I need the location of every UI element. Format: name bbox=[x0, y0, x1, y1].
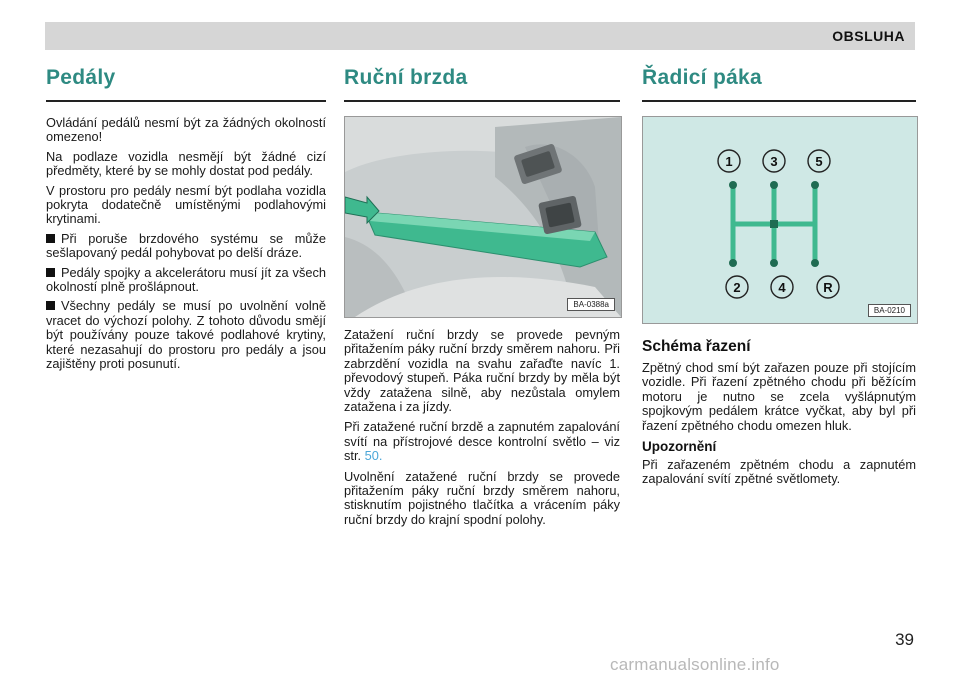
bullet-square-icon bbox=[46, 301, 55, 310]
section-title: OBSLUHA bbox=[832, 28, 905, 44]
page-number: 39 bbox=[895, 630, 914, 649]
gear-label-top: 3 bbox=[770, 154, 778, 169]
pedals-bullet-text: Všechny pedály se musí po uvolnění volně vracet do výchozí polohy. Z tohoto důvodu smějí být používány pouze takové podlahové krytiny, které nezasahují do prostoru pro pedály a jsou zajištěny proti posunutí. bbox=[46, 298, 326, 372]
watermark: carmanualsonline.info bbox=[610, 655, 780, 674]
note-heading: Upozornění bbox=[642, 439, 717, 455]
pedals-paragraph: V prostoru pro pedály nesmí být podlaha vozidla pokryta dodatečně umístěnými podlahovými krytinami. bbox=[46, 182, 326, 227]
handbrake-paragraph-text: Při zatažené ruční brzdě a zapnutém zapalování svítí na přístrojové desce kontrolní světlo – viz str. bbox=[344, 419, 620, 464]
handbrake-paragraph bbox=[344, 420, 620, 463]
note-text-block bbox=[642, 458, 916, 487]
pedals-heading: Pedály bbox=[46, 66, 326, 102]
shift-pattern-figure bbox=[642, 116, 918, 324]
page-reference-link[interactable]: 50. bbox=[364, 448, 383, 464]
pedals-bullet bbox=[46, 266, 326, 295]
gear-lever-heading: Řadicí páka bbox=[642, 66, 916, 102]
gear-label-top: 5 bbox=[815, 154, 823, 169]
handbrake-paragraph: Zatažení ruční brzdy se provede pevným přitažením páky ruční brzdy směrem nahoru. Při zabrzdění vozidla na svahu zařaďte navíc 1. převodový stupeň. Páka ruční brzdy by měla být vždy zatažena silně, aby nezůstala omylem zatažena i za jízdy. bbox=[344, 327, 620, 415]
pedals-bullet bbox=[46, 299, 326, 371]
pedals-bullet-text: Při poruše brzdového systému se může sešlapovaný pedál pohybovat po delší dráze. bbox=[46, 230, 326, 261]
pedals-paragraph: Na podlaze vozidla nesmějí být žádné cizí předměty, které by se mohly dostat pod pedály. bbox=[46, 148, 326, 179]
gear-label-bottom: 4 bbox=[778, 280, 786, 295]
gear-lever-column bbox=[642, 66, 916, 493]
figure-code-label: BA-0210 bbox=[868, 304, 911, 317]
gear-label-top: 1 bbox=[725, 154, 733, 169]
header-bar bbox=[45, 22, 915, 50]
gear-label-bottom: R bbox=[823, 280, 833, 295]
pedals-bullet bbox=[46, 232, 326, 261]
gear-lever-text bbox=[642, 361, 916, 433]
handbrake-text bbox=[344, 328, 620, 527]
handbrake-paragraph: Uvolnění zatažené ruční brzdy se provede přitažením páky ruční brzdy směrem nahoru, stisknutím pojistného tlačítka a vrácením páky ruční brzdy do krajní spodní polohy. bbox=[344, 468, 620, 527]
pedals-bullet-text: Pedály spojky a akcelerátoru musí jít za všech okolností plně prošlápnout. bbox=[46, 264, 326, 295]
handbrake-figure bbox=[344, 116, 622, 318]
shift-pattern-heading: Schéma řazení bbox=[642, 338, 751, 355]
bullet-square-icon bbox=[46, 234, 55, 243]
bullet-square-icon bbox=[46, 268, 55, 277]
figure-code-label: BA-0388a bbox=[567, 298, 615, 311]
pedals-text bbox=[46, 116, 326, 372]
gear-lever-paragraph: Zpětný chod smí být zařazen pouze při stojícím vozidle. Při řazení zpětného chodu při běžícím motoru je nutno se zcela vyšlápnutým spojkovým pedálem krátce vyčkat, aby byl při řazení zpětného chodu omezen hluk. bbox=[642, 360, 916, 433]
note-paragraph: Při zařazeném zpětném chodu a zapnutém zapalování svítí zpětné světlomety. bbox=[642, 457, 916, 487]
pedals-paragraph: Ovládání pedálů nesmí být za žádných okolností omezeno! bbox=[46, 115, 326, 145]
handbrake-heading: Ruční brzda bbox=[344, 66, 620, 102]
shift-pattern-diagram bbox=[643, 117, 917, 323]
handbrake-column bbox=[344, 66, 620, 533]
pedals-column bbox=[46, 66, 326, 377]
handbrake-illustration bbox=[345, 117, 621, 317]
gear-label-bottom: 2 bbox=[733, 280, 741, 295]
